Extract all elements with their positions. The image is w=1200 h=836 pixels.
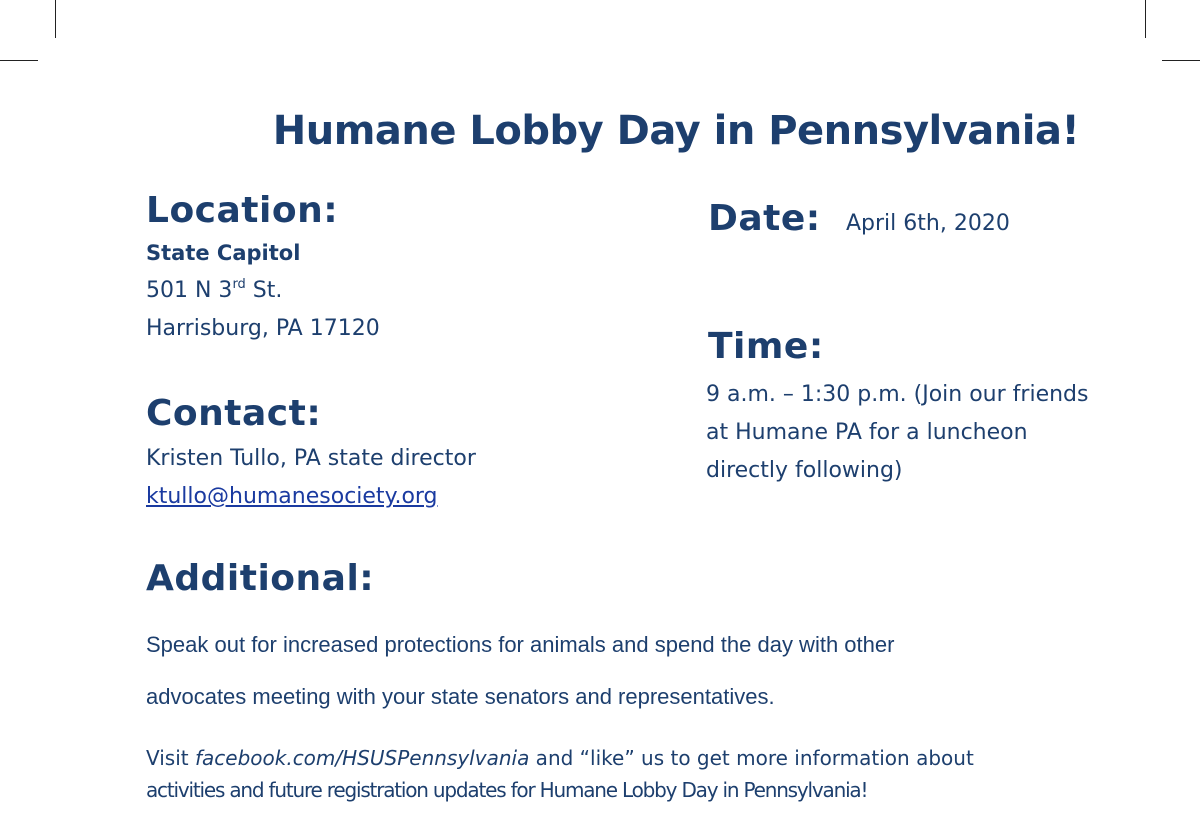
location-block <box>146 234 380 348</box>
contact-email-link[interactable]: ktullo@humanesociety.org <box>146 484 438 509</box>
crop-mark-top-left-vertical <box>55 0 56 38</box>
facebook-link-text: facebook.com/HSUSPennsylvania <box>194 746 530 770</box>
time-heading: Time: <box>708 326 824 367</box>
additional-line-2: advocates meeting with your state senators and representatives. <box>146 684 775 709</box>
location-heading: Location: <box>146 190 339 231</box>
location-venue: State Capitol <box>146 241 301 265</box>
location-street: 501 N 3rd St. <box>146 277 283 303</box>
visit-line-1: Visit facebook.com/HSUSPennsylvania and “like” us to get more information about <box>146 746 974 770</box>
crop-mark-top-right-horizontal <box>1162 60 1200 61</box>
date-value: April 6th, 2020 <box>846 211 1010 236</box>
time-line: 9 a.m. – 1:30 p.m. (Join our friends <box>706 382 1089 407</box>
contact-name: Kristen Tullo, PA state director <box>146 446 476 471</box>
time-line: at Humane PA for a luncheon <box>706 420 1028 445</box>
crop-mark-top-left-horizontal <box>0 60 38 61</box>
visit-line-2: activities and future registration updates for Humane Lobby Day in Pennsylvania! <box>146 778 868 802</box>
visit-block <box>146 742 974 806</box>
date-heading: Date: <box>708 198 821 239</box>
location-city: Harrisburg, PA 17120 <box>146 316 380 341</box>
time-line: directly following) <box>706 458 903 483</box>
contact-heading: Contact: <box>146 393 322 434</box>
page-title: Humane Lobby Day in Pennsylvania! <box>272 108 1080 154</box>
contact-block <box>146 440 476 516</box>
time-block <box>706 376 1088 490</box>
additional-line-1: Speak out for increased protections for animals and spend the day with other <box>146 632 895 657</box>
crop-mark-top-right-vertical <box>1145 0 1146 38</box>
additional-heading: Additional: <box>146 558 375 599</box>
